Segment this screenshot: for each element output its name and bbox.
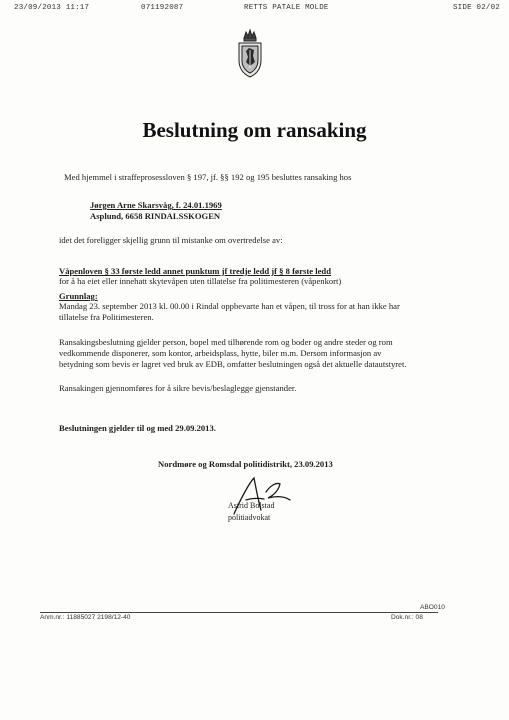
fax-sender: RETTS PATALE MOLDE	[244, 4, 329, 12]
purpose-text: Ransakingen gjennomføres for å sikre bevis/beslaglegge gjenstander.	[59, 383, 297, 393]
district-date: Nordmøre og Romsdal politidistrikt, 23.09.2013	[158, 459, 333, 469]
fax-header	[14, 4, 500, 15]
signatory-name: Astrid Bolstad	[228, 501, 275, 510]
grounds-text	[59, 301, 400, 323]
fax-datetime: 23/09/2013 11:17	[14, 4, 90, 12]
suspicion-text: idet det foreligger skjellig grunn til mistanke om overtredelse av:	[59, 235, 283, 245]
grounds-line: Mandag 23. september 2013 kl. 00.00 i Rindal oppbevarte han et våpen, til tross for at han ikke har	[59, 301, 400, 311]
document-number: Dok.nr.: 08	[391, 614, 423, 621]
scope-line: betydning som bevis er lagret ved bruk av EDB, omfatter beslutningen også det aktuelle datautstyret.	[59, 359, 407, 370]
case-number: Anm.nr.: 11885027 2198/12-40	[40, 614, 131, 621]
grounds-heading: Grunnlag:	[59, 291, 98, 301]
document-title: Beslutning om ransaking	[142, 118, 367, 142]
grounds-line: tillatelse fra Politimesteren.	[59, 312, 154, 323]
violation-law: Våpenloven § 33 første ledd annet punktum jf tredje ledd jf § 8 første ledd	[59, 266, 331, 276]
subject-address: Asplund, 6658 RINDALSSKOGEN	[90, 211, 221, 221]
footer-divider	[40, 612, 438, 613]
scope-line: vedkommende disponerer, som kontor, arbeidsplass, hytte, biler m.m. Dersom informasjon av	[59, 348, 382, 359]
signatory-role: politiadvokat	[228, 513, 271, 522]
violation-description: for å ha eiet eller innehatt skytevåpen uten tillatelse fra politimesteren (våpenkort)	[59, 276, 342, 286]
form-code: ABO010	[420, 604, 445, 611]
scope-line: Ransakingsbeslutning gjelder person, bopel med tilhørende rom og boder og andre steder og rom	[59, 337, 393, 347]
fax-page-number: SIDE 02/02	[452, 4, 500, 12]
subject-name: Jørgen Arne Skarsvåg, f. 24.01.1969	[90, 200, 222, 210]
norwegian-police-crest-icon	[235, 26, 265, 80]
fax-number: 071192087	[141, 4, 184, 12]
legal-basis-text: Med hjemmel i straffeprosessloven § 197, jf. §§ 192 og 195 besluttes ransaking hos	[64, 172, 352, 182]
validity-text: Beslutningen gjelder til og med 29.09.2013.	[59, 423, 216, 433]
scope-text	[59, 337, 406, 371]
